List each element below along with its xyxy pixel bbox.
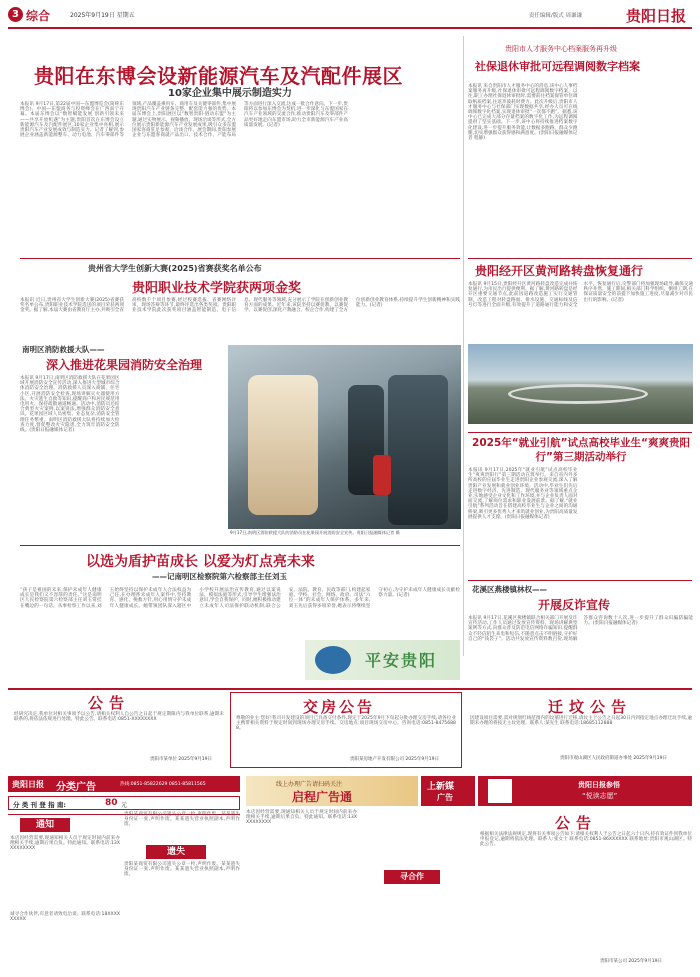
rule-job bbox=[468, 432, 692, 433]
contest-body-text: 本报讯 近日,贵州省大学生创新大赛(2025)省赛获奖名单公布,贵阳职业技术学院选送的项目荣获两项金奖。据了解,本届大赛由省教育厅主办,共吸引全省高校数千个项目参赛,经过校赛选拔、省赛网络评审、现场答辩等环节,最终评选出各类奖项。贵阳职业技术学院此次获奖项目涵盖智能制造、电子信息、现代服务等领域,充分展示了学院在创新创业教育方面的成果。近年来,该院坚持以赛促教、以赛促学、以赛促创,深化产教融合、校企合作,构建了全方位创新创业教育体系,持续提升学生创新精神和实践能力。(记者) bbox=[20, 298, 460, 314]
section-name: 综合 bbox=[26, 9, 51, 23]
job-body bbox=[468, 468, 693, 578]
transfer-body bbox=[236, 716, 456, 750]
promo-text: 线上办理广告请扫码关注 bbox=[276, 781, 343, 788]
road-body-text: 本报讯 9月15日,贵阳经开区黄河路转盘改造完成并恢复通行,为市民出行提供便利。据了解,黄河路转盘是经开区重要交通节点,此前因道路改造施工实行交通管制。改造工程对转盘路面、排水设施、交通标线及信号灯等进行全面升级,有效提升了道路通行能力和安全水平。恢复通行后,交警部门将加强现场疏导,确保交通秩序井然。施工期间,相关部门科学组织、倒排工期,在保证质量安全的前提下加快施工进度,尽量减少对市民出行的影响。(记者) bbox=[468, 282, 693, 308]
header-rule bbox=[8, 27, 692, 29]
moving-sign: 贵阳市观山湖区人民政府街道办事处 2025年9月19日 bbox=[560, 756, 667, 761]
contest-kicker: 贵州省大学生创新大赛(2025)省赛获奖名单公布 bbox=[88, 264, 262, 273]
moving-body bbox=[470, 716, 692, 756]
forest-body bbox=[468, 616, 693, 686]
classified-phones: 热线:0851-85822629 0851-85811565 bbox=[120, 782, 206, 787]
classified-title: 分类广告 bbox=[56, 782, 96, 793]
classified-logo: 贵阳日报 bbox=[12, 780, 44, 789]
moving-body-text: 因建设项目需要,需对规划红线范围内的坟墓进行迁移,请坟主于公告之日起30日内到指定地点办理迁坟手续,逾期未办理的将按无主坟处理。联系人:某先生 联系电话:18685112888 bbox=[470, 716, 692, 727]
price-unit: 元 bbox=[121, 802, 128, 809]
lead-body-text: 本报讯 9月17日,第22届中国—东盟博览会(简称东博会)、中国—东盟商务与投资峰会在广西南宁开幕。本届东博会以“数智赋能发展 创新引领未来——共享开放机遇”为主题,贵阳首次在东博会设立新能源汽车及汽配件展区,10家企业集中亮相,展示贵阳汽车产业发展成效与制造实力。记者了解到,参展企业涵盖新能源整车、动力电池、汽车零部件等领域,产品覆盖乘用车、商用车及关键零部件,集中展现贵阳汽车产业链条完整、配套能力强的优势。本届东博会上,贵阳展区以“数智贵阳·链动东盟”为主题,通过实物展示、视频播放、现场洽谈等形式,全方位展示贵阳新能源汽车产业发展成果,吸引众多东盟国家客商驻足参观、洽谈合作。展会期间,贵阳参展企业与东盟客商就产品出口、技术合作、产能布局等方面进行深入交流,达成一批合作意向。下一步,贵阳将以参加东博会为契机,进一步深化与东盟国家在汽车产业领域的交流合作,推动贵阳汽车及零部件产品更好地走向东盟市场,助力全市新能源汽车产业高质量发展。(记者) bbox=[20, 102, 348, 139]
road-photo bbox=[468, 344, 693, 424]
transfer-title: 交房公告 bbox=[303, 698, 376, 716]
police-badge-icon bbox=[315, 646, 351, 674]
contest-headline: 贵阳职业技术学院获两项金奖 bbox=[132, 281, 302, 296]
moving-title: 迁坟公告 bbox=[548, 698, 633, 716]
editor-credit: 责任编辑/版式 周谦谦 bbox=[528, 13, 582, 19]
lead-subtitle: 10家企业集中展示制造实力 bbox=[168, 88, 292, 99]
pingan-banner bbox=[305, 640, 460, 680]
fire-kicker: 南明区消防救援大队—— bbox=[22, 345, 105, 354]
find-section-label: 寻合作 bbox=[384, 870, 440, 884]
lost-section-body bbox=[124, 862, 240, 970]
price-label: 分 类 刊 登 指 南: bbox=[13, 801, 66, 809]
promo-title: 启程广告通 bbox=[292, 790, 353, 804]
notice1-sign: 贵阳市某单位 2025年9月19日 bbox=[150, 757, 212, 762]
classified-left-text: 诚寻合作伙伴,有意者请致电洽谈。联系电话:18XXXXXXXXX bbox=[10, 912, 120, 923]
campus-subtitle: ——记南明区检察院第六检察部主任刘玉 bbox=[152, 572, 287, 581]
price-value: 80 bbox=[105, 798, 118, 808]
fire-body-text: 本报讯 9月17日,南明区消防救援大队在花果园区域开展消防安全宣传活动,深入推进大型城市综合体消防安全治理。消防救援人员深入商铺、住宅小区,开展消防安全检查,现场讲解灭火器使用方法、火灾逃生自救等知识,提醒商户和居民规范用电用火、保持疏散通道畅通。活动中,消防员还结合典型火灾案例,以案说法,增强群众消防安全意识。花果园区域人员密集、业态复杂,消防安全管理任务繁重。南明区消防救援大队将持续加大检查力度,督促整改火灾隐患,全力筑牢消防安全防线。(贵阳日报融媒体记者) bbox=[20, 376, 120, 434]
newmedia-banner[interactable] bbox=[421, 776, 475, 806]
notice2-title: 公告 bbox=[555, 814, 598, 832]
lost-top-ads bbox=[124, 812, 240, 844]
job-body-text: 本报讯 9月17日,2025年“就业引航”试点高校毕业生“爽爽贵阳行”第三期活动在筑举行。来自省内外多所高校的应届毕业生走进贵阳企业参观交流,深入了解贵阳产业发展和就业创业环境。活动中,毕业生们先后走进数字经济、先进制造、现代服务业等领域重点企业,实地感受企业文化和工作环境,并与企业负责人面对面交流,了解岗位需求和职业发展前景。据了解,“就业引航”系列活动旨在搭建高校毕业生与企业之间的沟通桥梁,吸引更多优秀人才来筑就业创业,为贵阳高质量发展提供人才支撑。(贵阳日报融媒体记者) bbox=[468, 468, 578, 520]
fire-headline: 深入推进花果园消防安全治理 bbox=[46, 358, 203, 372]
campus-headline: 以选为盾护苗成长 以爱为灯点亮未来 bbox=[86, 554, 315, 570]
rule-notices bbox=[8, 688, 692, 690]
lost-section-text: 贵阳某商贸有限公司遗失公章一枚,声明作废。某某遗失身份证一张,声明作废。某某遗失营业执照副本,声明作废。 bbox=[124, 862, 240, 878]
price-guide bbox=[8, 796, 240, 810]
pingan-banner-text: 平安贵阳 bbox=[365, 651, 438, 670]
classified-left-body bbox=[10, 912, 120, 968]
rule-forest bbox=[468, 580, 692, 581]
notice-section-text: 本店因经营需要,现通知相关人员于规定时间内前来办理相关手续,逾期后果自负。特此通知。联系电话:13XXXXXXXXX bbox=[10, 836, 120, 852]
fire-caption: 9月17日,南明区消防救援大队的消防员在花果园开展消防安全宣传。贵阳日报融媒体记者 摄 bbox=[230, 530, 400, 535]
campus-body-text: “孩子是祖国的未来,保护未成年人健康成长是我们义不容辞的责任。”这是南明区人民检察院第六检察部主任刘玉常挂在嘴边的一句话。从事检察工作以来,刘玉始终坚持以保护未成年人合法权益为己任,在办理涉未成年人案件中,坚持教育、感化、挽救方针,用心用情守护未成年人健康成长。她带领团队深入辖区中小学校开展法治宣传教育,通过以案说法、模拟法庭等形式,引导学生增强法治意识,学会自我保护。同时,她积极推动建立未成年人司法保护联动机制,联合公安、法院、教育、民政等部门,构建起家庭、学校、社会、网络、政府、司法“六位一体”的未成年人保护体系。多年来,刘玉先后获得多项荣誉,她表示将继续坚守初心,为守护未成年人健康成长贡献检察力量。(记者) bbox=[20, 588, 460, 609]
talent-body bbox=[468, 84, 693, 249]
photo-extinguisher bbox=[373, 455, 391, 495]
notice-section-body bbox=[10, 836, 120, 908]
forest-body-text: 本报讯 9月17日,花溪区燕楼镇联合相关部门开展反诈宣传活动,工作人员通过发放宣传资料、现场讲解典型案例等方式,向群众普及防范电信网络诈骗知识,提醒群众不轻信陌生来电和短信,不随意点击不明链接,守护好自己的“钱袋子”。活动共发放宣传资料数百份,现场解答群众咨询数十人次,进一步提升了群众识骗防骗能力。(贵阳日报融媒体记者) bbox=[468, 616, 693, 642]
talent-headline: 社保退休审批可远程调阅数字档案 bbox=[475, 60, 640, 73]
photo-person-left bbox=[248, 375, 318, 515]
road-body bbox=[468, 282, 693, 342]
rule-campus bbox=[20, 545, 460, 546]
transfer-sign: 贵阳某房地产开发有限公司 2025年9月19日 bbox=[350, 757, 439, 762]
forest-headline: 开展反诈宣传 bbox=[538, 598, 611, 612]
notice-section-label: 通知 bbox=[20, 818, 70, 832]
lost-section-label: 遗失 bbox=[146, 845, 206, 859]
newmedia-sub: 广告 bbox=[437, 793, 453, 802]
service-title: 贵阳日报参悟 bbox=[578, 781, 620, 789]
talent-kicker: 贵阳市人才服务中心档案服务再升级 bbox=[505, 45, 617, 53]
column-divider bbox=[463, 36, 464, 656]
notice2-body-text: 根据相关法律法规规定,现将有关事项公告如下:请相关权利人于公告之日起六十日内,持有效证件到我单位申报登记,逾期将依法处理。联系人:张女士 联系电话:0851-86XXXXXX 联系地址:贵阳市观山湖区。特此公告。 bbox=[480, 832, 692, 848]
newmedia-text: 上新媒 bbox=[427, 782, 455, 792]
newspaper-logo: 贵阳日报 bbox=[625, 7, 686, 25]
lead-body bbox=[20, 102, 460, 252]
photo-firefighter-right bbox=[388, 375, 448, 525]
job-headline: 2025年“就业引航”试点高校毕业生“爽爽贵阳行”第三期活动举行 bbox=[472, 437, 690, 463]
notice2-sign: 贵阳市某公司 2025年9月19日 bbox=[600, 959, 662, 964]
classified-middle-body bbox=[246, 810, 474, 970]
road-headline: 贵阳经开区黄河路转盘恢复通行 bbox=[475, 264, 644, 278]
service-sub: “悦读志愿” bbox=[582, 792, 618, 800]
section-number: 3 bbox=[8, 7, 23, 22]
promo-banner[interactable] bbox=[246, 776, 418, 806]
notice1-body-text: 经研究决定,我单位对相关事项予以公告,请相关权利人自公告之日起于规定期限内与我单位联系,逾期未联系的,将依法依规进行处理。特此公告。联系电话:0851-XXXXXXXX bbox=[14, 712, 224, 723]
lead-headline: 贵阳在东博会设新能源汽车及汽配件展区 bbox=[34, 64, 403, 88]
issue-date: 2025年9月19日 星期五 bbox=[70, 12, 135, 19]
contest-body bbox=[20, 298, 460, 350]
fire-body bbox=[20, 376, 225, 526]
rule-road bbox=[468, 258, 692, 259]
photo-roundabout bbox=[508, 384, 648, 404]
qr-code-icon bbox=[488, 779, 512, 803]
rule-contest bbox=[20, 258, 460, 259]
notice1-body bbox=[14, 712, 224, 754]
service-banner bbox=[478, 776, 692, 806]
talent-body-text: 本报讯 来自贵阳市人才服务中心的消息,该中心人事档案服务再升级,社保退休审批可远程调阅数字档案。以往,职工办理社保退休审批时,需要前往档案保管单位调取纸质档案,往返奔波耗时费力。此次升级后,贵阳市人才服务中心与社保部门实现数据共享,经办人员可在线调阅数字化档案,实现退休审批“一次都不跑”。据悉,该中心已完成大部分存量档案的数字化工作,为远程调阅提供了坚实基础。下一步,该中心将持续推进档案数字化建设,进一步提升服务效能,让数据多跑路、群众少跑腿,切实增强群众获得感和满意度。(贵阳日报融媒体记者 程静) bbox=[468, 84, 578, 142]
lost-top-text: 贵阳某商贸有限公司遗失公章一枚,声明作废。某某遗失身份证一张,声明作废。某某遗失营业执照副本,声明作废。 bbox=[124, 812, 240, 828]
fire-photo bbox=[228, 345, 461, 529]
classified-middle-text: 本店因经营需要,现通知相关人员于规定时间内前来办理相关手续,逾期后果自负。特此通知。联系电话:13XXXXXXXXX bbox=[246, 810, 357, 826]
classified-header bbox=[8, 776, 240, 792]
transfer-body-text: 尊敬的业主:您好!我司开发建设的项目已具备交付条件,现定于2025年9月下旬起分批办理交房手续,请各位业主携带相关资料于规定时间到现场办理交房手续。交房地点:项目现场交房中心。咨询电话:0851-84756888。 bbox=[236, 716, 456, 732]
page-header bbox=[8, 6, 692, 24]
notice2-body bbox=[480, 832, 692, 956]
forest-kicker: 花溪区燕楼镇林权—— bbox=[472, 585, 547, 594]
notice1-title: 公告 bbox=[88, 694, 131, 712]
